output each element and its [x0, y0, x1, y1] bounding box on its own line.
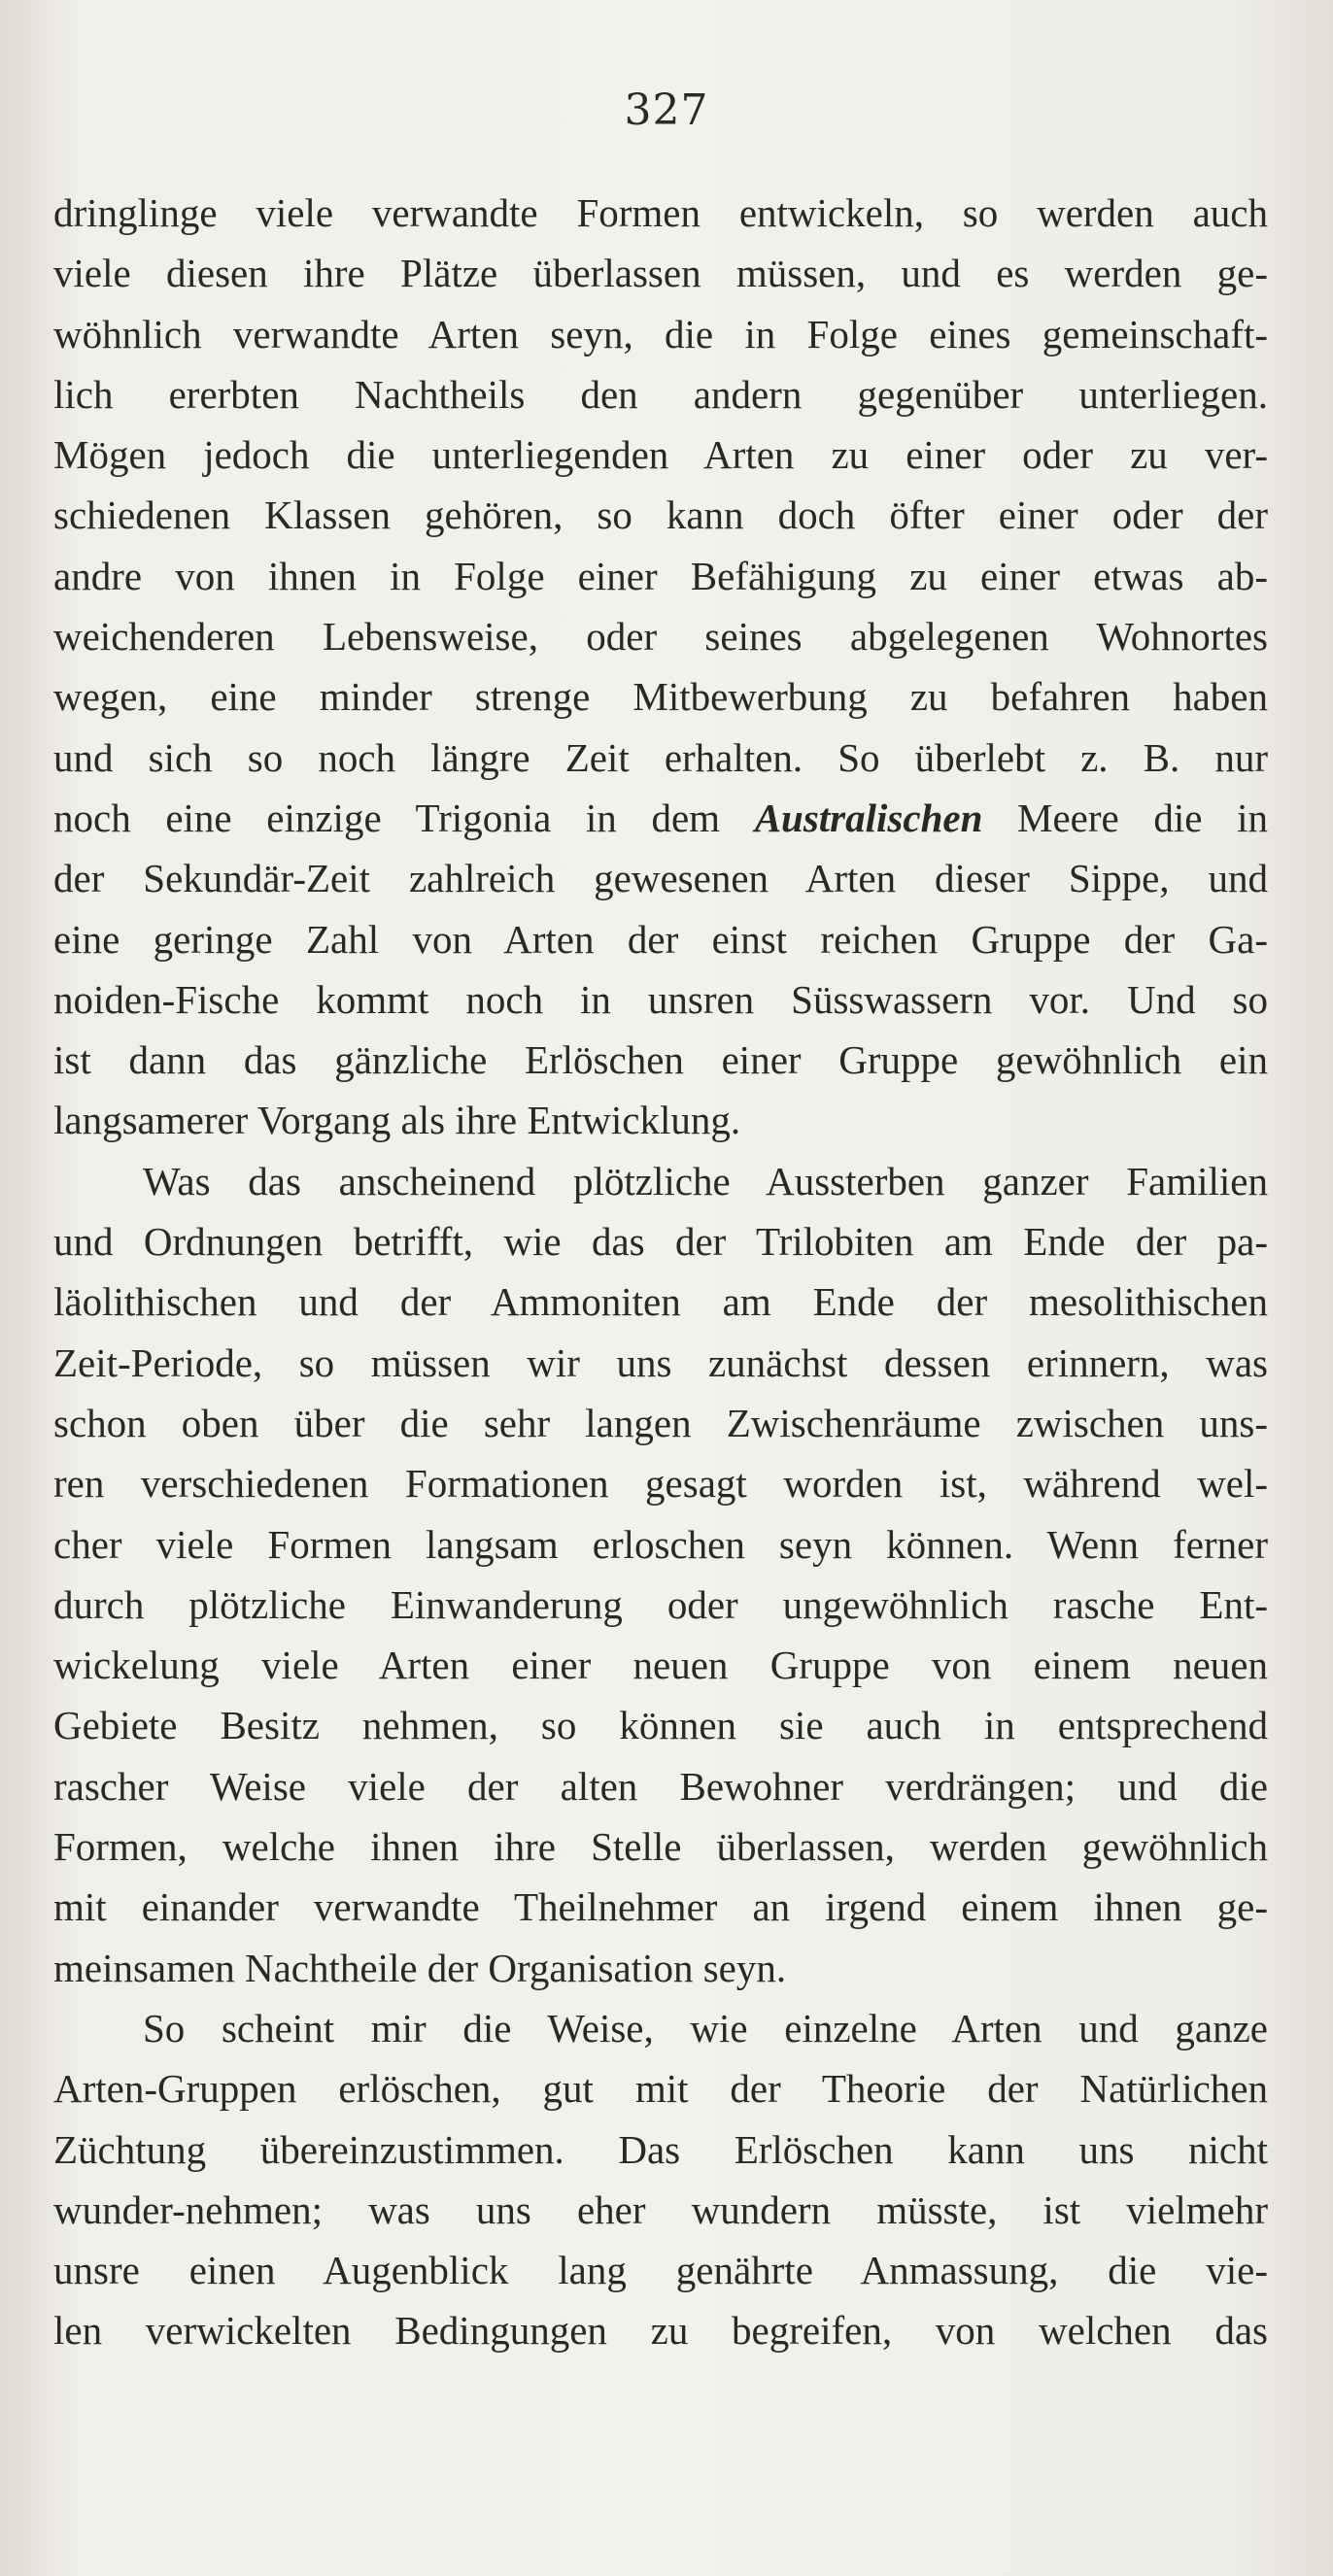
text-line: schon oben über die sehr langen Zwischenräume zwischen uns-	[53, 1400, 1268, 1445]
text-line: cher viele Formen langsam erloschen seyn können. Wenn ferner	[53, 1521, 1268, 1567]
italic-term: Australischen	[754, 795, 983, 840]
text-line: Formen, welche ihnen ihre Stelle überlassen, werden gewöhnlich	[53, 1824, 1268, 1870]
text-line: durch plötzliche Einwanderung oder ungewöhnlich rasche Ent-	[53, 1581, 1268, 1627]
text-line: ren verschiedenen Formationen gesagt worden ist, während wel-	[53, 1461, 1268, 1507]
text-line: weichenderen Lebensweise, oder seines abgelegenen Wohnortes	[53, 614, 1268, 660]
text-line: meinsamen Nachtheile der Organisation seyn.	[53, 1945, 787, 1990]
text-line: lich ererbten Nachtheils den andern gegenüber unterliegen.	[53, 371, 1268, 417]
text-line: wunder-nehmen; was uns eher wundern müsste, ist vielmehr	[53, 2186, 1268, 2232]
text-line: Mögen jedoch die unterliegenden Arten zu einer oder zu ver-	[53, 432, 1268, 478]
paragraph-first-line: Was das anscheinend plötzliche Aussterben ganzer Familien	[143, 1158, 1268, 1203]
text-line: wöhnlich verwandte Arten seyn, die in Folge eines gemeinschaft-	[53, 311, 1268, 356]
text-segment: Meere die in	[982, 795, 1268, 840]
text-line: und Ordnungen betrifft, wie das der Trilobiten am Ende der pa-	[53, 1219, 1268, 1265]
text-line: und sich so noch längre Zeit erhalten. So überlebt z. B. nur	[53, 734, 1268, 780]
page-number: 327	[624, 85, 709, 135]
text-line: langsamerer Vorgang als ihre Entwicklung.	[53, 1098, 741, 1143]
text-line: wickelung viele Arten einer neuen Gruppe von einem neuen	[53, 1643, 1268, 1688]
text-line: wegen, eine minder strenge Mitbewerbung zu befahren haben	[53, 674, 1268, 720]
text-line: noiden-Fische kommt noch in unsren Süsswassern vor. Und so	[53, 976, 1268, 1022]
text-line: Züchtung übereinzustimmen. Das Erlöschen kann uns nicht	[53, 2126, 1268, 2172]
text-line-with-italic	[53, 788, 1268, 848]
text-line: len verwickelten Bedingungen zu begreifen, von welchen das	[53, 2308, 1268, 2354]
paragraph-first-line: So scheint mir die Weise, wie einzelne Arten und ganze	[143, 2005, 1268, 2051]
text-segment: noch eine einzige Trigonia in dem	[53, 795, 755, 840]
text-line: unsre einen Augenblick lang genährte Anmassung, die vie-	[53, 2248, 1268, 2293]
text-line: schiedenen Klassen gehören, so kann doch öfter einer oder der	[53, 492, 1268, 538]
text-line: rascher Weise viele der alten Bewohner verdrängen; und die	[53, 1763, 1268, 1809]
text-line: eine geringe Zahl von Arten der einst reichen Gruppe der Ga-	[53, 916, 1268, 962]
body-text	[53, 183, 1268, 2361]
text-line: mit einander verwandte Theilnehmer an irgend einem ihnen ge-	[53, 1884, 1268, 1930]
text-line: der Sekundär-Zeit zahlreich gewesenen Arten dieser Sippe, und	[53, 856, 1268, 901]
text-line: Arten-Gruppen erlöschen, gut mit der Theorie der Natürlichen	[53, 2066, 1268, 2112]
text-line: viele diesen ihre Plätze überlassen müssen, und es werden ge-	[53, 251, 1268, 296]
text-line: läolithischen und der Ammoniten am Ende der mesolithischen	[53, 1279, 1268, 1325]
text-line: ist dann das gänzliche Erlöschen einer Gruppe gewöhnlich ein	[53, 1037, 1268, 1083]
text-line: Zeit-Periode, so müssen wir uns zunächst dessen erinnern, was	[53, 1339, 1268, 1385]
text-line: andre von ihnen in Folge einer Befähigung zu einer etwas ab-	[53, 553, 1268, 598]
text-line: Gebiete Besitz nehmen, so können sie auch in entsprechend	[53, 1703, 1268, 1748]
text-line: dringlinge viele verwandte Formen entwickeln, so werden auch	[53, 190, 1268, 235]
